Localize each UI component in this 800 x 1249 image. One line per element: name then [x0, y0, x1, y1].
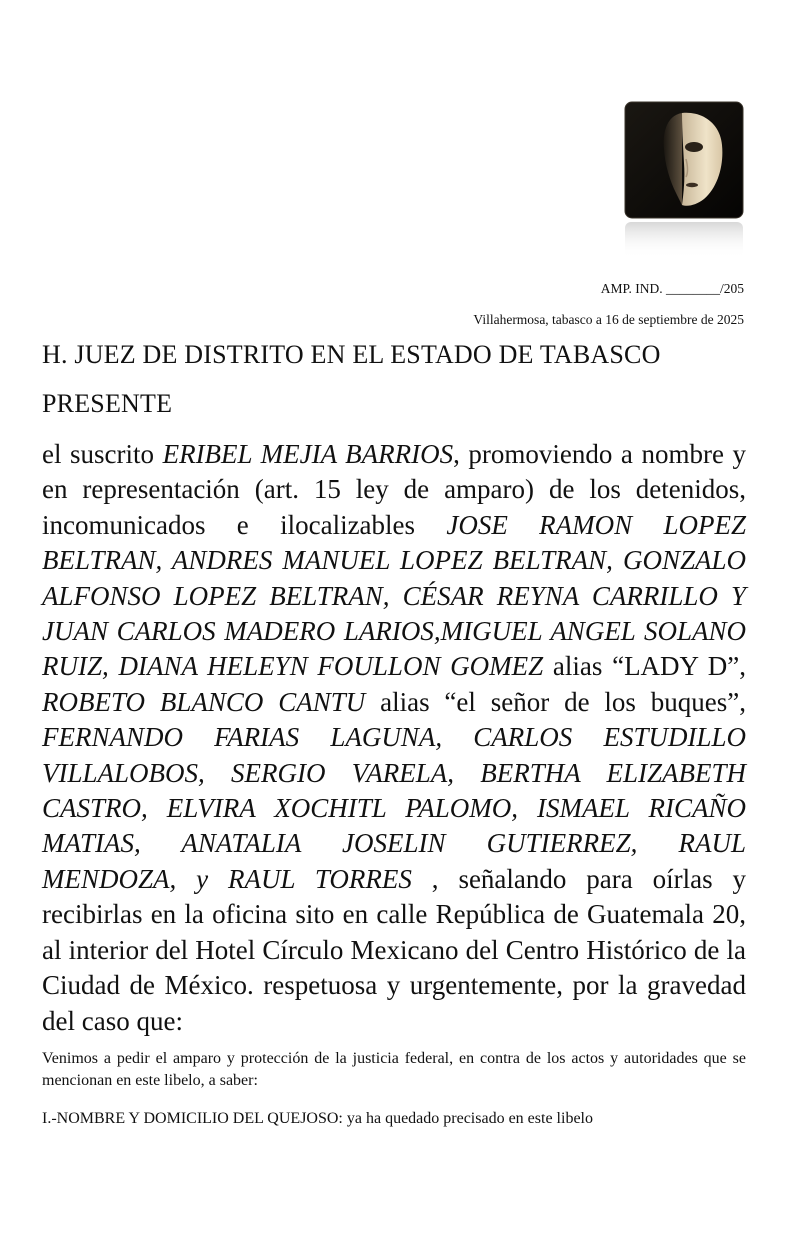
case-number: AMP. IND. ________/205	[600, 281, 744, 296]
addressee-heading: H. JUEZ DE DISTRITO EN EL ESTADO DE TABASCO	[42, 340, 661, 369]
intro-paragraph: Venimos a pedir el amparo y protección de la justicia federal, en contra de los actos y autoridades que se mencionan en este libelo, a saber:	[42, 1050, 746, 1089]
body-text-part: alias “el señor de los buques”,	[365, 686, 746, 717]
petition-body	[42, 437, 746, 1039]
author-name: ERIBEL MEJIA BARRIOS	[162, 439, 454, 469]
presente-heading: PRESENTE	[42, 389, 173, 418]
place-and-date: Villahermosa, tabasco a 16 de septiembre de 2025	[473, 312, 744, 327]
detainee-names: JOSE RAMON LOPEZ BELTRAN, ANDRES MANUEL LOPEZ BELTRAN, GONZALO ALFONSO LOPEZ BELTRAN, CÉSAR REYNA CARRILLO Y JUAN CARLOS MADERO LARIOS,MIGUEL ANGEL SOLANO RUIZ, DIANA HELEYN FOULLON GOMEZ	[42, 509, 746, 682]
body-text-part: , promoviendo a nombre y en representación (art. 15 ley de amparo) de los detenidos, incomunicados e ilocalizables	[42, 439, 746, 540]
section-one-heading: I.-NOMBRE Y DOMICILIO DEL QUEJOSO: ya ha quedado precisado en este libelo	[42, 1110, 593, 1127]
logo-reflection	[624, 222, 744, 258]
body-text-part: , señalando para oírlas y recibirlas en la oficina sito en calle República de Guatemala 20, al interior del Hotel Círculo Mexicano del Centro Histórico de la Ciudad de México. respetuosa y urgentemente, por la gravedad del caso que:	[42, 863, 747, 1036]
body-text-part: el suscrito	[42, 439, 163, 469]
half-face-mask-icon	[624, 101, 744, 219]
detainee-name: ROBETO BLANCO CANTU	[42, 686, 366, 717]
body-text-part: alias “LADY D”,	[543, 651, 747, 682]
detainee-names: FERNANDO FARIAS LAGUNA, CARLOS ESTUDILLO VILLALOBOS, SERGIO VARELA, BERTHA ELIZABETH CASTRO, ELVIRA XOCHITL PALOMO, ISMAEL RICAÑO MATIAS, ANATALIA JOSELIN GUTIERREZ, RAUL MENDOZA, y RAUL TORRES	[42, 722, 746, 894]
